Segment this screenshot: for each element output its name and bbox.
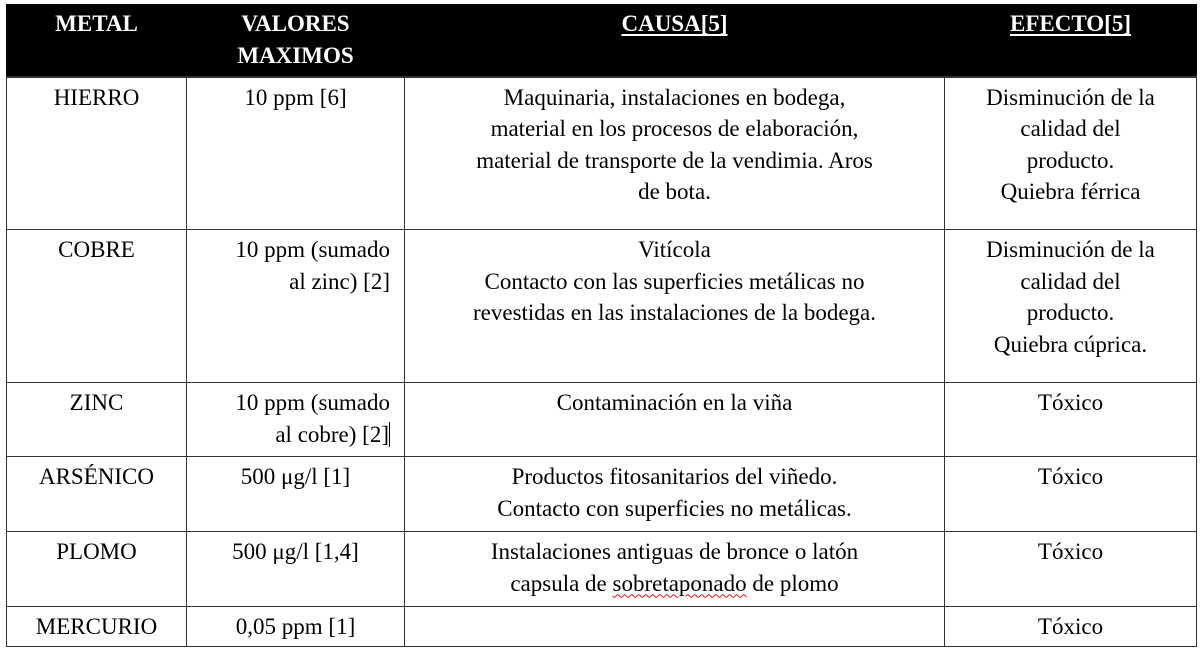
table-row bbox=[7, 230, 1197, 383]
cell-valor bbox=[187, 383, 405, 457]
table-row bbox=[7, 607, 1197, 647]
cell-valor bbox=[187, 607, 405, 647]
cell-line: Tóxico bbox=[1037, 539, 1104, 564]
header-valores-line1: VALORES bbox=[241, 11, 350, 36]
cell-line: material de transporte de la vendimia. Aros bbox=[476, 147, 873, 173]
cell-line: al zinc) [2] bbox=[289, 268, 390, 294]
text-cursor: al cobre) [2] bbox=[275, 421, 389, 447]
cell-causa bbox=[405, 77, 945, 230]
cell-line: Instalaciones antiguas de bronce o latón bbox=[490, 539, 859, 564]
cell-text: capsula de bbox=[510, 570, 607, 596]
cell-line: 10 ppm [6] bbox=[244, 84, 347, 110]
header-efecto bbox=[945, 5, 1197, 77]
cell-line: producto. bbox=[1026, 147, 1115, 173]
header-causa bbox=[405, 5, 945, 77]
cell-efecto bbox=[945, 607, 1197, 647]
cell-line: 10 ppm (sumado bbox=[235, 390, 390, 415]
cell-line: 500 μg/l [1] bbox=[240, 464, 351, 489]
cell-efecto bbox=[945, 383, 1197, 457]
cell-causa bbox=[405, 230, 945, 383]
cell-metal: MERCURIO bbox=[7, 607, 187, 647]
cell-line: Tóxico bbox=[1037, 390, 1104, 415]
cell-line: 10 ppm (sumado bbox=[235, 237, 390, 262]
table-row bbox=[7, 77, 1197, 230]
cell-line: revestidas en las instalaciones de la bodega. bbox=[473, 300, 876, 325]
cell-line bbox=[193, 419, 390, 451]
cell-line: Disminución de la bbox=[986, 237, 1155, 262]
header-efecto-link[interactable]: EFECTO[5] bbox=[1010, 11, 1131, 36]
cell-metal: PLOMO bbox=[7, 532, 187, 607]
cell-line: de bota. bbox=[638, 179, 711, 204]
cell-line: Tóxico bbox=[1037, 464, 1104, 489]
cell-metal: COBRE bbox=[7, 230, 187, 383]
header-row bbox=[7, 5, 1197, 77]
cell-causa-empty bbox=[405, 607, 945, 647]
cell-text: de plomo bbox=[752, 570, 839, 596]
cell-line: Disminución de la bbox=[986, 84, 1155, 110]
cell-line: Contaminación en la viña bbox=[556, 390, 793, 415]
table-row bbox=[7, 457, 1197, 532]
cell-line: calidad del bbox=[1020, 116, 1121, 141]
table-row bbox=[7, 383, 1197, 457]
cell-causa bbox=[405, 457, 945, 532]
header-causa-link[interactable]: CAUSA[5] bbox=[621, 11, 728, 36]
cell-causa bbox=[405, 532, 945, 607]
cell-line: calidad del bbox=[1020, 268, 1121, 294]
cell-efecto bbox=[945, 230, 1197, 383]
cell-efecto bbox=[945, 532, 1197, 607]
cell-line: Productos fitosanitarios del viñedo. bbox=[511, 464, 838, 489]
header-valores bbox=[187, 5, 405, 77]
cell-metal: ARSÉNICO bbox=[7, 457, 187, 532]
cell-causa bbox=[405, 383, 945, 457]
cell-valor bbox=[187, 230, 405, 383]
cell-line: producto. bbox=[1026, 300, 1115, 325]
cell-line: Tóxico bbox=[1037, 614, 1104, 639]
cell-line: Contacto con las superficies metálicas no bbox=[484, 268, 865, 294]
spellcheck-word[interactable]: sobretaponado bbox=[612, 570, 747, 596]
cell-line: 500 μg/l [1,4] bbox=[232, 539, 359, 564]
cell-metal: ZINC bbox=[7, 383, 187, 457]
cell-line: Quiebra férrica bbox=[1000, 179, 1141, 204]
cell-line: Maquinaria, instalaciones en bodega, bbox=[503, 84, 846, 110]
cell-line: 0,05 ppm [1] bbox=[235, 614, 356, 639]
cell-line: Quiebra cúprica. bbox=[993, 331, 1148, 357]
cell-line: material en los procesos de elaboración, bbox=[490, 116, 859, 141]
cell-line: Contacto con superficies no metálicas. bbox=[497, 495, 852, 521]
cell-line bbox=[411, 568, 938, 600]
cell-valor bbox=[187, 77, 405, 230]
cell-efecto bbox=[945, 457, 1197, 532]
table-row bbox=[7, 532, 1197, 607]
cell-efecto bbox=[945, 77, 1197, 230]
cell-line: Vitícola bbox=[638, 237, 711, 262]
header-valores-line2: MAXIMOS bbox=[237, 42, 354, 68]
document-table-container bbox=[6, 4, 1196, 647]
header-metal: METAL bbox=[7, 5, 187, 77]
cell-valor bbox=[187, 532, 405, 607]
metals-table bbox=[6, 4, 1197, 647]
cell-valor bbox=[187, 457, 405, 532]
cell-metal: HIERRO bbox=[7, 77, 187, 230]
